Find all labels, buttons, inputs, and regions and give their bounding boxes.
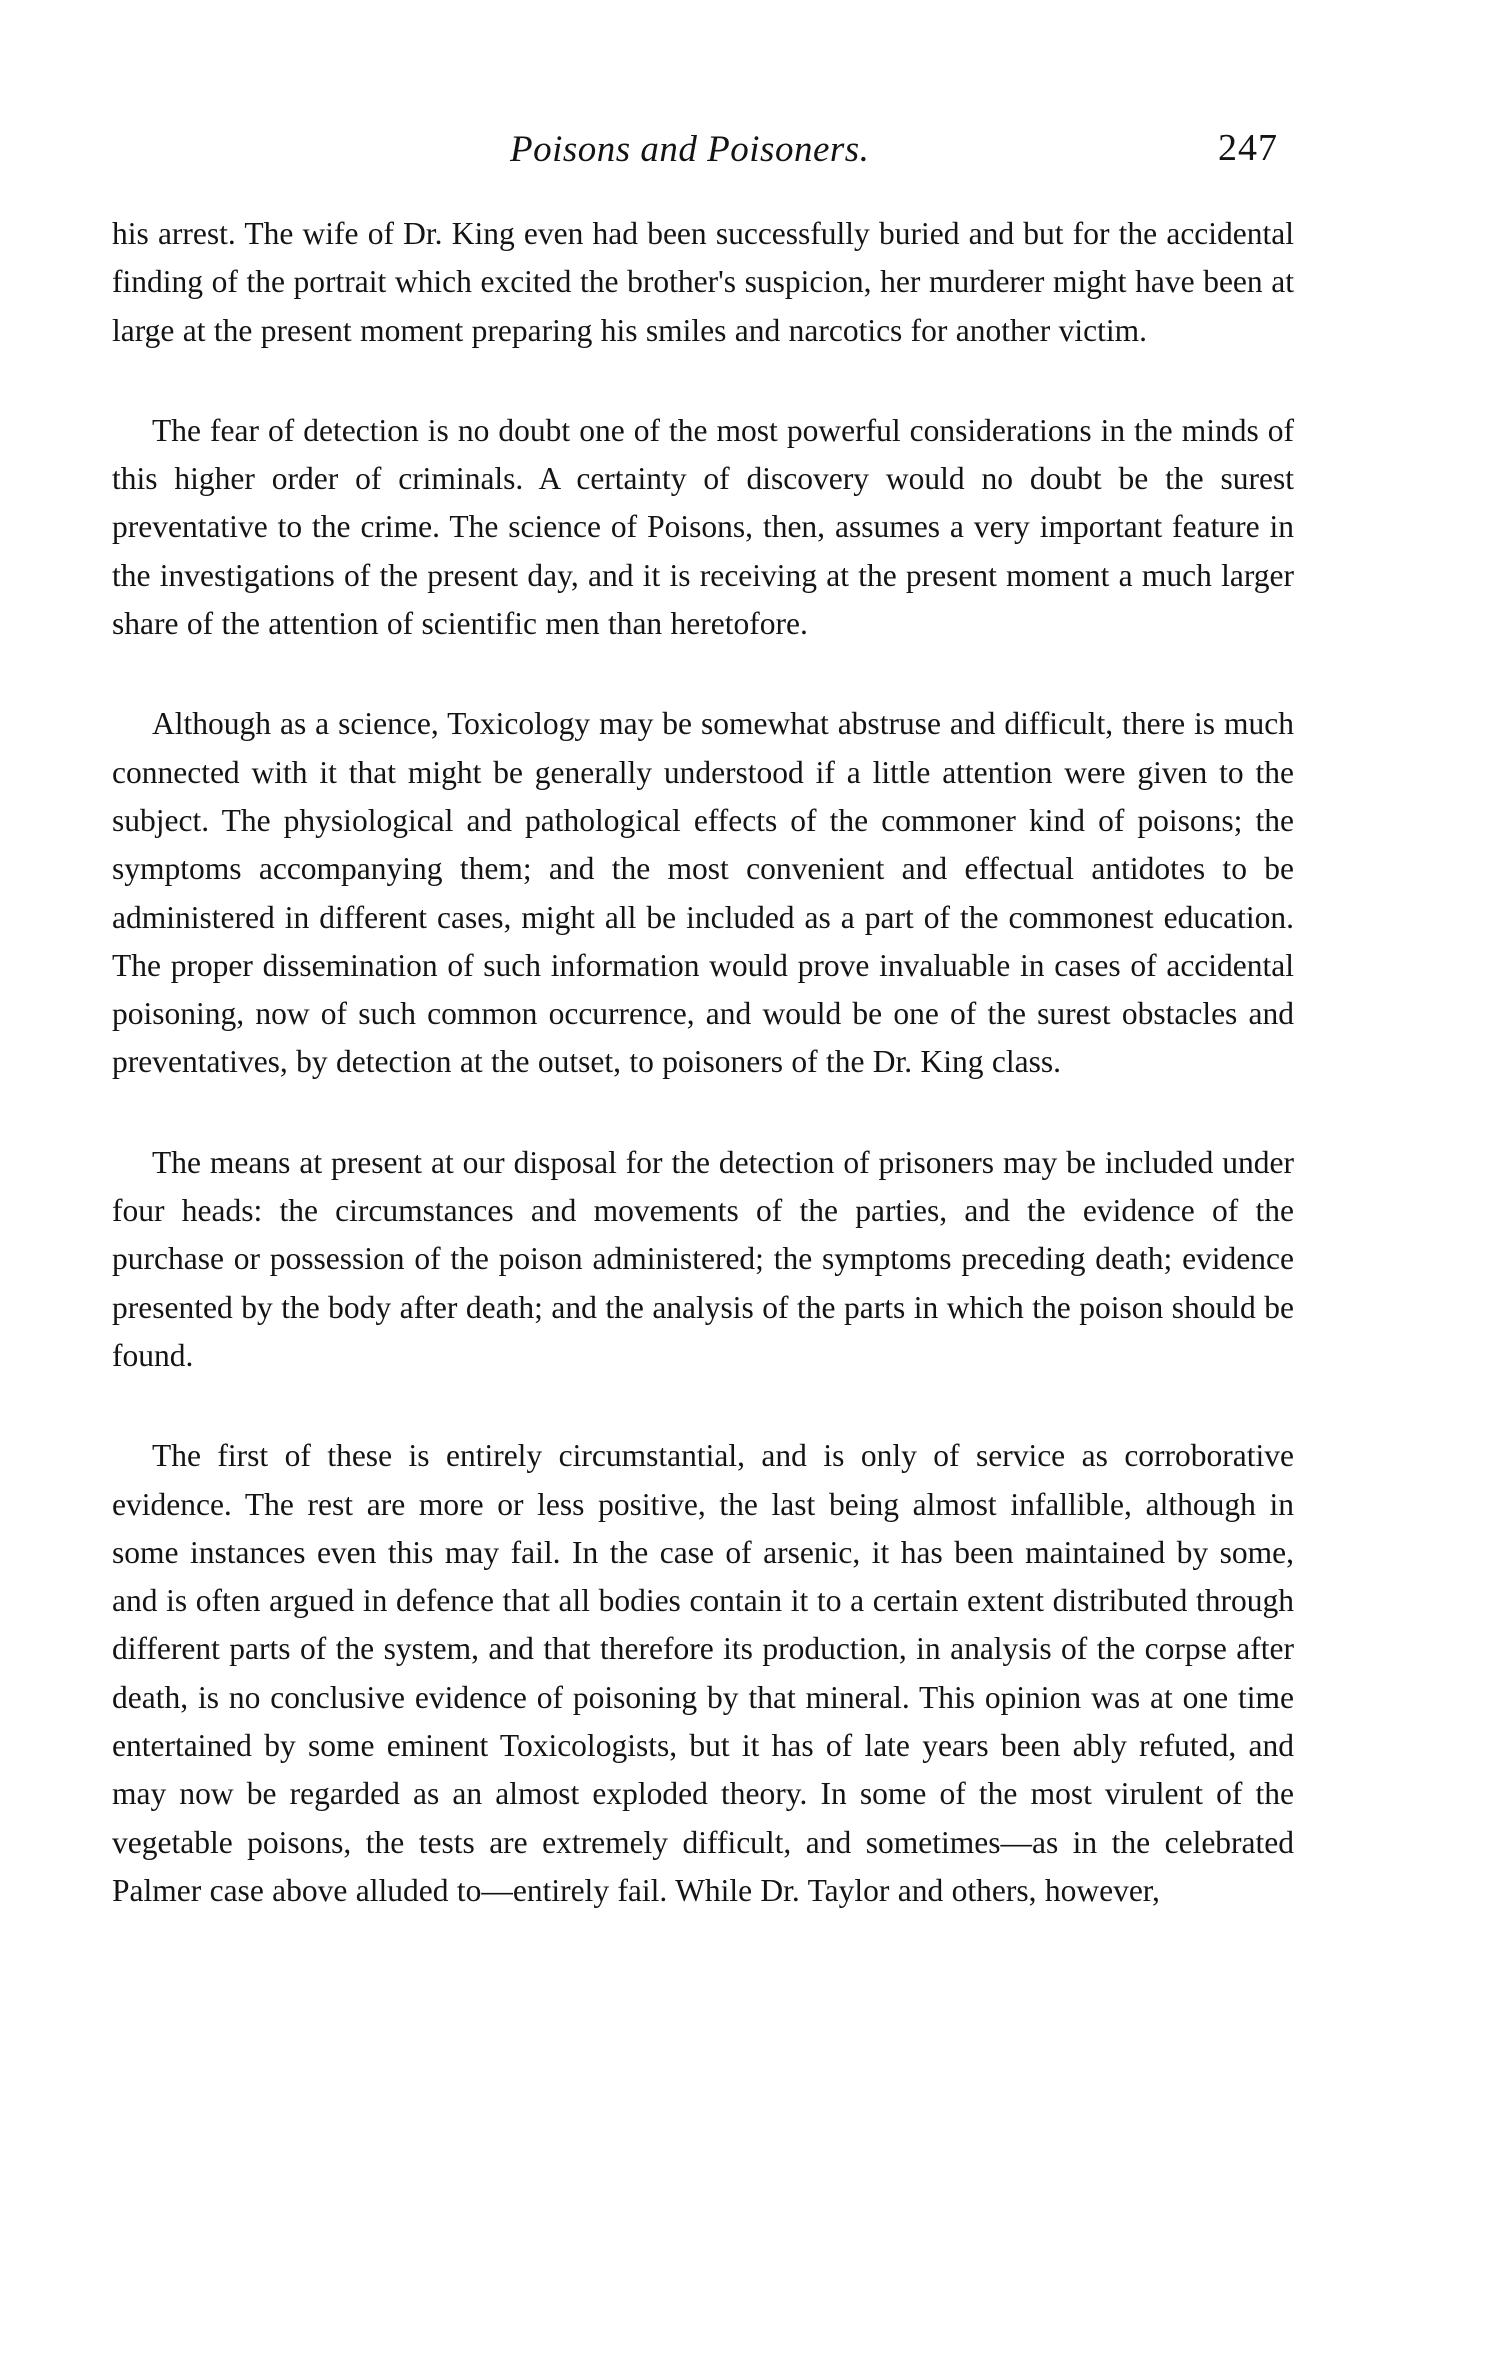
paragraph-3: Although as a science, Toxicology may be somewhat abstruse and difficult, there is much connected with it that might be generally understood if a little attention were given to the subject. The physiological and pathological effects of the commoner kind of poisons; the symptoms accompanying them; and the most convenient and effectual antidotes to be administered in different cases, might all be included as a part of the commonest education. The proper dissemination of such information would prove invaluable in cases of accidental poisoning, now of such common occurrence, and would be one of the surest obstacles and preventatives, by detection at the outset, to poisoners of the Dr. King class.	[112, 706, 1294, 1080]
running-head	[0, 128, 1490, 188]
paragraph-4: The means at present at our disposal for the detection of prisoners may be included under four heads: the circumstances and movements of the parties, and the evidence of the purchase or possession of the poison administered; the symptoms preceding death; evidence presented by the body after death; and the analysis of the parts in which the poison should be found.	[112, 1144, 1294, 1373]
paragraph-2: The fear of detection is no doubt one of the most powerful considerations in the minds of this higher order of criminals. A certainty of discovery would no doubt be the surest preventative to the crime. The science of Poisons, then, assumes a very important feature in the investigations of the present day, and it is receiving at the present moment a much larger share of the attention of scientific men than heretofore.	[112, 412, 1294, 642]
body-text	[112, 210, 1294, 1915]
running-head-title: Poisons and Poisoners.	[510, 129, 870, 170]
page-number: 247	[1218, 127, 1278, 169]
paragraph-1: his arrest. The wife of Dr. King even had been successfully buried and but for the accidental finding of the portrait which excited the brother's suspicion, her murderer might have been at large at the present moment preparing his smiles and narcotics for another victim.	[112, 216, 1294, 348]
paragraph-5: The first of these is entirely circumstantial, and is only of service as corroborative evidence. The rest are more or less positive, the last being almost infallible, although in some instances even this may fail. In the case of arsenic, it has been maintained by some, and is often argued in defence that all bodies contain it to a certain extent distributed through different parts of the system, and that therefore its production, in analysis of the corpse after death, is no conclusive evidence of poisoning by that mineral. This opinion was at one time entertained by some eminent Toxicologists, but it has of late years been ably refuted, and may now be regarded as an almost exploded theory. In some of the most virulent of the vegetable poisons, the tests are extremely difficult, and sometimes—as in the celebrated Palmer case above alluded to—entirely fail. While Dr. Taylor and others, however,	[112, 1438, 1294, 1908]
